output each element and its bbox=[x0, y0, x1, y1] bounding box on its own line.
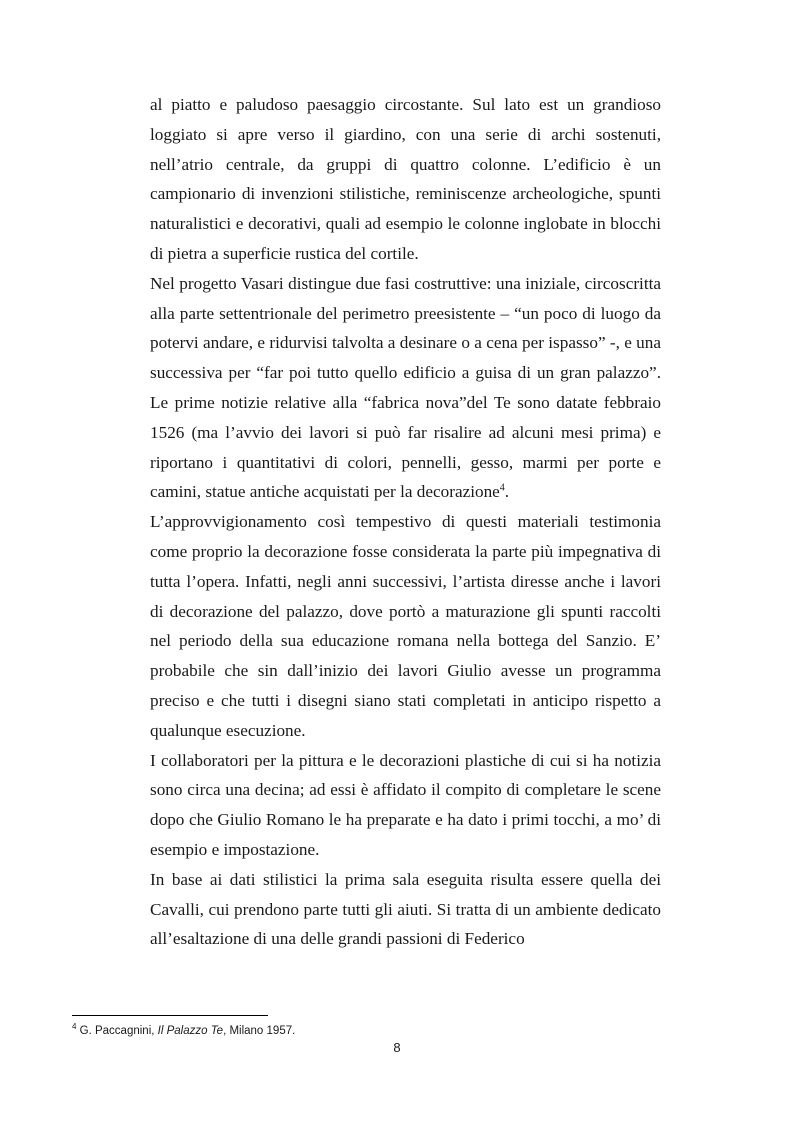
paragraph-2 bbox=[150, 269, 661, 507]
paragraph-1: al piatto e paludoso paesaggio circostante. Sul lato est un grandioso loggiato si apre verso il giardino, con una serie di archi sostenuti, nell’atrio centrale, da gruppi di quattro colonne. L’edificio è un campionario di invenzioni stilistiche, reminiscenze archeologiche, spunti naturalistici e decorativi, quali ad esempio le colonne inglobate in blocchi di pietra a superficie rustica del cortile. bbox=[150, 95, 661, 263]
footnote-separator bbox=[72, 1015, 268, 1016]
footnote-author: G. Paccagnini, bbox=[76, 1025, 158, 1037]
footnote-title: Il Palazzo Te bbox=[157, 1025, 224, 1037]
footnote-publication: , Milano 1957. bbox=[223, 1025, 296, 1037]
page-number: 8 bbox=[393, 1040, 401, 1055]
footnote-number: 4 bbox=[72, 1022, 77, 1032]
footnote-reference[interactable]: 4 bbox=[499, 482, 505, 494]
footnote bbox=[72, 1024, 722, 1039]
body-text bbox=[150, 90, 661, 954]
paragraph-5: In base ai dati stilistici la prima sala eseguita risulta essere quella dei Cavalli, cui prendono parte tutti gli aiuti. Si tratta di un ambiente dedicato all’esaltazione di una delle grandi passioni di Federico bbox=[150, 869, 661, 949]
paragraph-2-end: . bbox=[504, 482, 510, 502]
paragraph-3: L’approvvigionamento così tempestivo di questi materiali testimonia come proprio la decorazione fosse considerata la parte più impegnativa di tutta l’opera. Infatti, negli anni successivi, l’artista diresse anche i lavori di decorazione del palazzo, dove portò a maturazione gli spunti raccolti nel periodo della sua educazione romana nella bottega del Sanzio. E’ probabile che sin dall’inizio dei lavori Giulio avesse un programma preciso e che tutti i disegni siano stati completati in anticipo rispetto a qualunque esecuzione. bbox=[150, 512, 661, 740]
paragraph-4: I collaboratori per la pittura e le decorazioni plastiche di cui si ha notizia sono circa una decina; ad essi è affidato il compito di completare le scene dopo che Giulio Romano le ha preparate e ha dato i primi tocchi, a mo’ di esempio e impostazione. bbox=[150, 750, 661, 859]
paragraph-2-text: Nel progetto Vasari distingue due fasi costruttive: una iniziale, circoscritta alla parte settentrionale del perimetro preesistente – “un poco di luogo da potervi andare, e ridurvisi talvolta a desinare o a cena per ispasso” -, e una successiva per “far poi tutto quello edificio a guisa di un gran palazzo”. Le prime notizie relative alla “fabrica nova”del Te sono datate febbraio 1526 (ma l’avvio dei lavori si può far risalire ad alcuni mesi prima) e riportano i quantitativi di colori, pennelli, gesso, marmi per porte e camini, statue antiche acquistati per la decorazione bbox=[150, 273, 661, 502]
